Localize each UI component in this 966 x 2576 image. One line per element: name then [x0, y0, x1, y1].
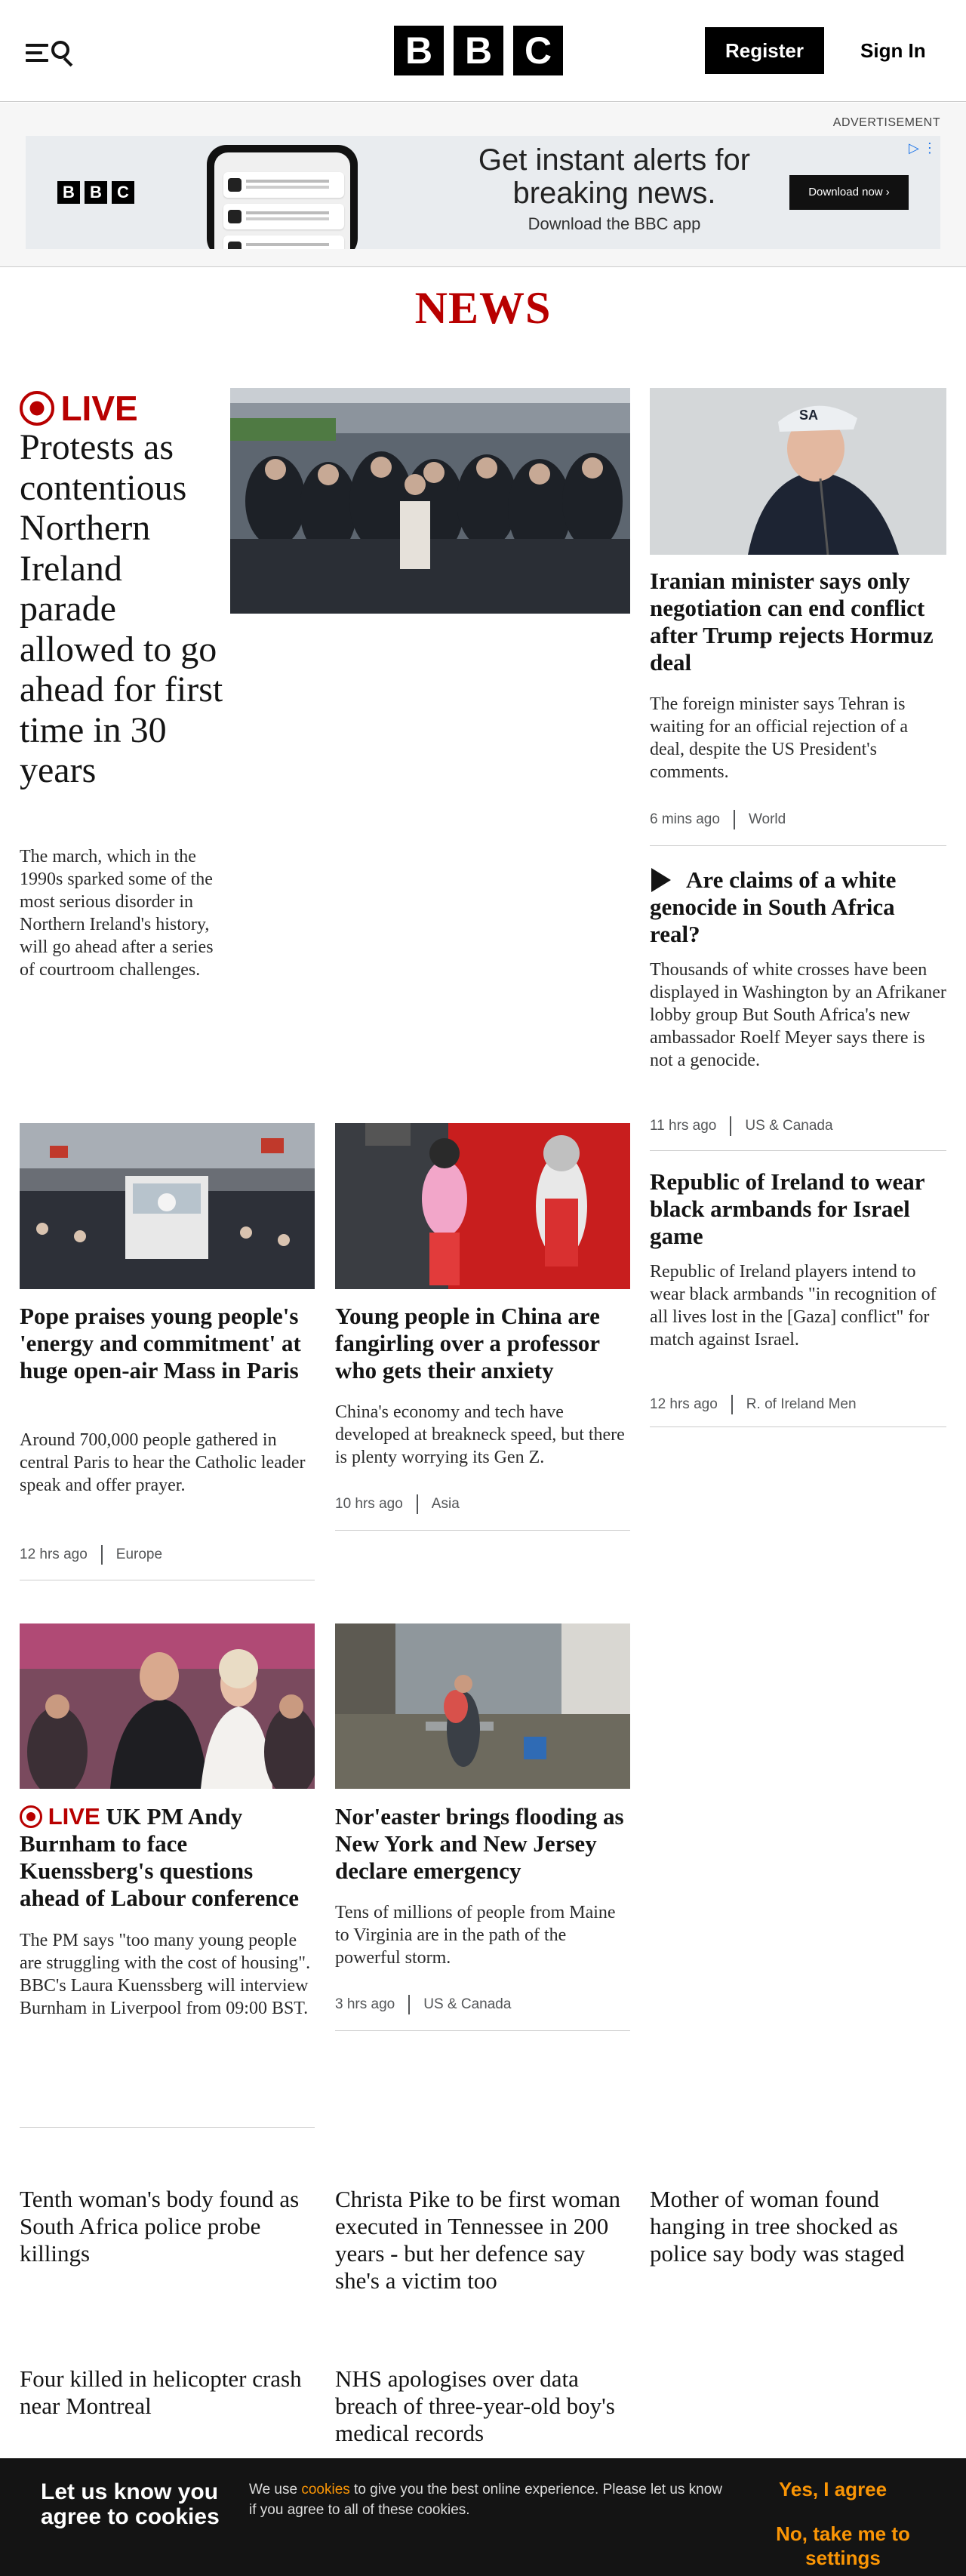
story-image-pope-mass[interactable] — [20, 1123, 315, 1289]
story-headline[interactable]: Pope praises young people's 'energy and commitment' at huge open-air Mass in Paris — [20, 1303, 301, 1383]
live-label: LIVE — [48, 1803, 100, 1830]
story-time: 10 hrs ago — [335, 1496, 403, 1512]
lead-image-protest-crowd[interactable] — [230, 388, 630, 614]
signin-button[interactable]: Sign In — [860, 39, 926, 62]
ad-bbc-logo — [57, 181, 134, 204]
story-tag[interactable]: Asia — [431, 1496, 460, 1512]
live-badge — [20, 388, 138, 429]
cookie-banner — [0, 2458, 966, 2576]
story-time: 3 hrs ago — [335, 1996, 395, 2012]
register-button[interactable]: Register — [705, 27, 824, 74]
story-meta — [650, 1116, 833, 1136]
story-summary: Tens of millions of people from Maine to Virginia are in the path of the powerful storm. — [335, 1903, 616, 1968]
story-tag[interactable]: R. of Ireland Men — [746, 1396, 857, 1412]
story-meta — [20, 1545, 162, 1565]
story-image-china-fan[interactable] — [335, 1123, 630, 1289]
divider — [335, 1530, 630, 1531]
story-image-flooding[interactable] — [335, 1623, 630, 1789]
story-image-trump[interactable] — [650, 388, 946, 555]
cookie-text-before: We use — [249, 2482, 302, 2498]
story-headline[interactable]: Young people in China are fangirling over a professor who gets their anxiety — [335, 1303, 600, 1383]
story-headline[interactable]: Republic of Ireland to wear black armbands for Israel game — [650, 1168, 924, 1249]
story-headline[interactable]: Are claims of a white genocide in South Africa real? — [650, 866, 897, 947]
story-time: 11 hrs ago — [650, 1118, 717, 1134]
logo-letter: B — [394, 26, 444, 75]
divider — [650, 1426, 946, 1427]
divider — [650, 1150, 946, 1151]
story-summary: Republic of Ireland players intend to wear black armbands "in recognition of all lives lost in the [Gaza] conflict" for match against Israel. — [650, 1262, 937, 1350]
section-title: NEWS — [414, 283, 552, 333]
story-headline[interactable]: Iranian minister says only negotiation can end conflict after Trump rejects Hormuz deal — [650, 568, 934, 676]
logo-letter: C — [513, 26, 563, 75]
story-meta — [650, 1395, 857, 1414]
story-time: 12 hrs ago — [650, 1396, 718, 1412]
svg-text:SA: SA — [799, 408, 819, 423]
story-summary: Thousands of white crosses have been displayed in Washington by an Afrikaner lobby group But South Africa's new ambassador Roelf Meyer says there is not a genocide. — [650, 960, 946, 1070]
more-headline[interactable]: Mother of woman found hanging in tree shocked as police say body was staged — [650, 2186, 905, 2267]
story-meta — [650, 810, 786, 829]
more-headline[interactable]: Christa Pike to be first woman executed in Tennessee in 200 years - but her defence say she's a victim too — [335, 2186, 620, 2294]
divider — [650, 845, 946, 846]
story-summary: The foreign minister says Tehran is waiting for an official rejection of a deal, despite the US President's comments. — [650, 694, 909, 782]
ad-logo-letter: B — [57, 181, 80, 204]
story-headline-block[interactable] — [20, 1803, 315, 1912]
divider — [20, 2127, 315, 2128]
cookie-text-after: to give you the best online experience. Please let us know if you agree to all of these cookies. — [249, 2482, 723, 2518]
lead-headline[interactable]: Protests as contentious Northern Ireland parade allowed to go ahead for first time in 30 years — [20, 427, 223, 790]
bbc-logo[interactable] — [394, 26, 563, 75]
ad-subtext: Download the BBC app — [528, 214, 701, 233]
more-headline[interactable]: Tenth woman's body found as South Africa police probe killings — [20, 2186, 300, 2267]
menu-search-button[interactable] — [26, 36, 78, 66]
story-tag[interactable]: World — [748, 811, 786, 827]
cookie-settings-button[interactable]: No, take me to settings — [776, 2522, 910, 2569]
ad-logo-letter: B — [85, 181, 107, 204]
cookie-text — [249, 2479, 732, 2520]
ad-phone-image — [207, 145, 358, 249]
story-summary: The PM says "too many young people are struggling with the cost of housing". BBC's Laura Kuenssberg will interview Burnham in Liverpool from 09:00 BST. — [20, 1931, 311, 2018]
live-icon — [20, 1805, 42, 1828]
story-meta — [335, 1494, 460, 1514]
story-summary: Around 700,000 people gathered in central Paris to hear the Catholic leader speak and offer prayer. — [20, 1430, 306, 1495]
ad-creative[interactable] — [26, 136, 940, 249]
live-label: LIVE — [60, 389, 138, 428]
cookie-policy-link[interactable]: cookies — [301, 2482, 350, 2498]
cookie-title: Let us know you agree to cookies — [41, 2479, 220, 2529]
ad-logo-letter: C — [112, 181, 134, 204]
advertisement-band — [0, 103, 966, 267]
story-headline: UK PM Andy Burnham to face Kuenssberg's questions ahead of Labour conference — [20, 1803, 299, 1911]
site-header — [0, 0, 966, 102]
ad-download-button[interactable]: Download now › — [789, 175, 909, 210]
divider — [335, 2030, 630, 2031]
ad-headline: Get instant alerts for breaking news. — [478, 143, 751, 210]
logo-letter: B — [454, 26, 503, 75]
story-time: 12 hrs ago — [20, 1547, 88, 1562]
ad-label: ADVERTISEMENT — [832, 116, 940, 129]
more-headline[interactable]: Four killed in helicopter crash near Montreal — [20, 2365, 302, 2419]
story-image-burnham[interactable] — [20, 1623, 315, 1789]
story-headline[interactable]: Nor'easter brings flooding as New York and New Jersey declare emergency — [335, 1803, 624, 1884]
live-icon — [20, 391, 54, 426]
more-headline[interactable]: NHS apologises over data breach of three-year-old boy's medical records — [335, 2365, 615, 2446]
story-tag[interactable]: Europe — [115, 1547, 163, 1562]
story-time: 6 mins ago — [650, 811, 720, 827]
story-summary: China's economy and tech have developed at breakneck speed, but there is plenty worrying its Gen Z. — [335, 1402, 625, 1467]
cookie-accept-button[interactable]: Yes, I agree — [779, 2478, 888, 2501]
lead-summary: The march, which in the 1990s sparked some of the most serious disorder in Northern Ireland's history, will go ahead after a series of courtroom challenges. — [20, 847, 214, 980]
story-meta — [335, 1995, 511, 2014]
story-tag[interactable]: US & Canada — [423, 1996, 512, 2012]
story-tag[interactable]: US & Canada — [745, 1118, 833, 1134]
ad-choices-icon[interactable]: ▷ ⋮ — [909, 140, 937, 155]
